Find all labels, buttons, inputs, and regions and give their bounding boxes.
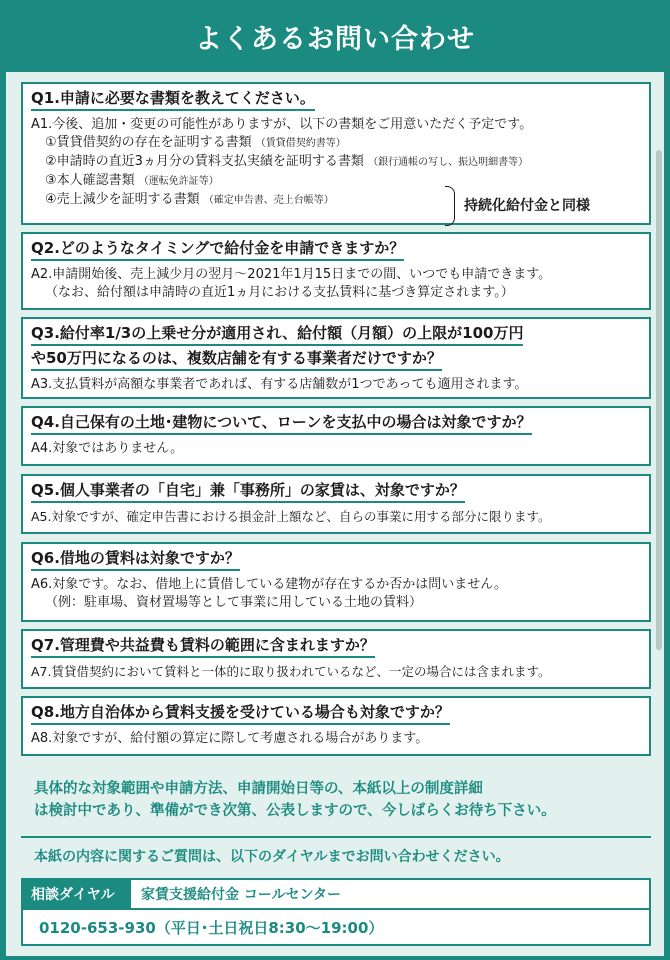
document-label: ③本人確認書類 [45, 173, 135, 188]
contact-header-row [23, 880, 649, 910]
page-title: よくあるお問い合わせ [195, 23, 475, 55]
brace-bracket [445, 186, 455, 226]
faq-item-7 [21, 629, 651, 689]
answer-6-note: （例：駐車場、資材置場等として事業に用している土地の賃料） [45, 595, 423, 610]
answer-2-note: （なお、給付額は申請時の直近1ヵ月における支払賃料に基づき算定されます。） [45, 285, 514, 300]
footer-note-line-2: は検討中であり、準備ができ次第、公表しますので、今しばらくお待ち下さい。 [34, 803, 556, 819]
question-6: Q6.借地の賃料は対象ですか？ [31, 549, 240, 571]
document-note: （運転免許証等） [138, 176, 219, 187]
dial-label: 相談ダイヤル [23, 880, 131, 908]
phone-number[interactable]: 0120-653-930（平日･土日祝日8:30～19:00） [39, 919, 384, 937]
document-list [31, 134, 641, 214]
question-5: Q5.個人事業者の「自宅」兼「事務所」の家賃は、対象ですか？ [31, 481, 465, 503]
call-center-name: 家賃支援給付金 コールセンター [141, 887, 342, 903]
faq-item-4 [21, 406, 651, 466]
answer-1: A1.今後、追加・変更の可能性がありますが、以下の書類をご用意いただく予定です。 [31, 117, 533, 132]
footer-note [34, 778, 644, 822]
document-item [31, 153, 641, 172]
answer-4: A4.対象ではありません。 [31, 441, 184, 456]
question-4: Q4.自己保有の土地･建物について、ローンを支払中の場合は対象ですか？ [31, 413, 532, 435]
question-7: Q7.管理費や共益費も賃料の範囲に含まれますか？ [31, 636, 375, 658]
faq-item-3 [21, 317, 651, 399]
faq-item-8 [21, 696, 651, 756]
faq-item-6 [21, 542, 651, 622]
document-label: ①賃貸借契約の存在を証明する書類 [45, 135, 252, 150]
faq-item-1 [21, 82, 651, 225]
answer-8: A8.対象ですが、給付額の算定に際して考慮される場合があります。 [31, 731, 429, 746]
document-note: （確定申告書、売上台帳等） [203, 195, 334, 206]
faq-item-2 [21, 232, 651, 310]
contact-note: 本紙の内容に関するご質問は、以下のダイヤルまでお問い合わせください。 [34, 849, 510, 865]
document-note: （賃貸借契約書等） [255, 138, 346, 149]
brace-note: 持続化給付金と同様 [464, 198, 590, 214]
question-3: Q3.給付率1/3の上乗せ分が適用され、給付額（月額）の上限が100万円 [31, 324, 523, 346]
contact-box [21, 878, 651, 946]
question-2: Q2.どのようなタイミングで給付金を申請できますか？ [31, 239, 404, 261]
question-1: Q1.申請に必要な書類を教えてください。 [31, 89, 315, 111]
document-label: ②申請時の直近3ヵ月分の賃料支払実績を証明する書類 [45, 154, 364, 169]
scrollbar[interactable] [656, 150, 662, 650]
document-label: ④売上減少を証明する書類 [45, 192, 200, 207]
answer-7: A7.賃貸借契約において賃料と一体的に取り扱われているなど、一定の場合には含まれます。 [31, 664, 551, 679]
answer-3: A3.支払賃料が高額な事業者であれば、有する店舗数が1つであっても適用されます。 [31, 377, 528, 392]
divider [21, 836, 651, 838]
question-3-cont: や50万円になるのは、複数店舗を有する事業者だけですか？ [31, 349, 442, 371]
faq-item-5 [21, 474, 651, 534]
document-item [31, 134, 641, 153]
question-8: Q8.地方自治体から賃料支援を受けている場合も対象ですか？ [31, 703, 450, 725]
answer-5: A5.対象ですが、確定申告書における損金計上額など、自らの事業に用する部分に限ります。 [31, 509, 551, 524]
answer-2: A2.申請開始後、売上減少月の翌月～2021年1月15日までの間、いつでも申請できます。 [31, 267, 552, 282]
footer-note-line-1: 具体的な対象範囲や申請方法、申請開始日等の、本紙以上の制度詳細 [34, 781, 483, 797]
answer-6: A6.対象です。なお、借地上に賃借している建物が存在するか否かは問いません。 [31, 577, 508, 592]
document-note: （銀行通帳の写し、振込明細書等） [368, 157, 529, 168]
page-header [6, 0, 664, 72]
document-item [31, 172, 641, 191]
